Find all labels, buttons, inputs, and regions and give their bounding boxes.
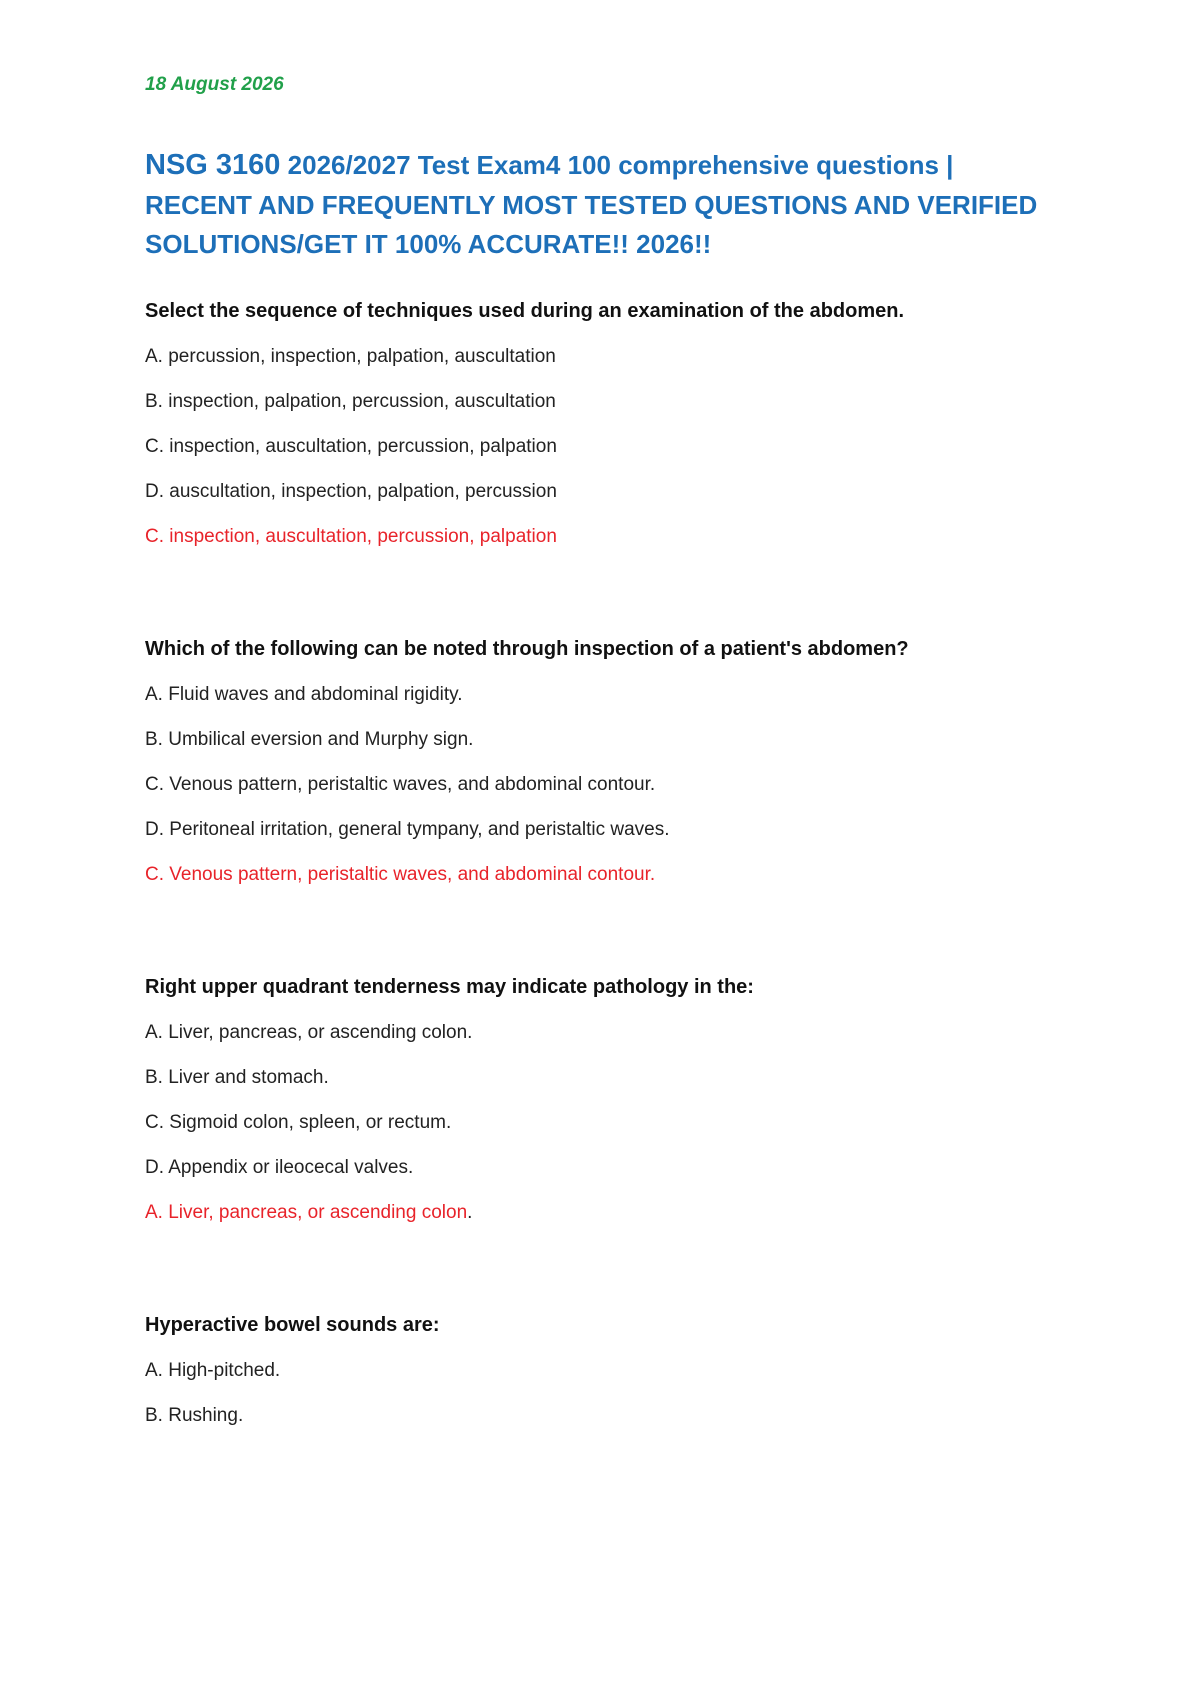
question-text: Which of the following can be noted through inspection of a patient's abdomen? [145,638,909,660]
question-block-4 [145,1313,1075,1449]
answer-tail: . [467,1202,473,1223]
option-c: C. inspection, auscultation, percussion, palpation [145,436,557,457]
option-d: D. auscultation, inspection, palpation, percussion [145,481,557,502]
question-block-2 [145,637,1075,887]
option-b: B. Rushing. [145,1405,244,1426]
option-c: C. Venous pattern, peristaltic waves, and abdominal contour. [145,774,656,795]
option-d: D. Peritoneal irritation, general tympany, and peristaltic waves. [145,819,670,840]
question-block-1 [145,299,1075,549]
correct-answer [145,525,1075,549]
answer-text: A. Liver, pancreas, or ascending colon [145,1202,468,1223]
correct-answer [145,1201,1075,1225]
answer-text: C. Venous pattern, peristaltic waves, and abdominal contour. [145,864,656,885]
answer-text: C. inspection, auscultation, percussion, palpation [145,526,557,547]
document-date: 18 August 2026 [145,74,284,95]
option-a: A. High-pitched. [145,1360,281,1381]
document-title [145,146,1045,265]
option-b: B. Liver and stomach. [145,1067,329,1088]
question-block-3 [145,975,1075,1225]
question-text: Right upper quadrant tenderness may indicate pathology in the: [145,976,754,998]
option-b: B. inspection, palpation, percussion, auscultation [145,391,556,412]
correct-answer [145,863,1075,887]
option-b: B. Umbilical eversion and Murphy sign. [145,729,474,750]
option-c: C. Sigmoid colon, spleen, or rectum. [145,1112,452,1133]
question-text: Select the sequence of techniques used during an examination of the abdomen. [145,300,905,322]
option-a: A. percussion, inspection, palpation, auscultation [145,346,556,367]
title-text: 2026/2027 Test Exam4 100 comprehensive questions | RECENT AND FREQUENTLY MOST TESTED QUESTIONS AND VERIFIED SOLUTIONS/GET IT 100% ACCURATE!! 2026!! [145,150,1038,259]
option-a: A. Liver, pancreas, or ascending colon. [145,1022,473,1043]
option-d: D. Appendix or ileocecal valves. [145,1157,414,1178]
question-text: Hyperactive bowel sounds are: [145,1314,440,1336]
course-code: NSG 3160 [145,149,281,181]
option-a: A. Fluid waves and abdominal rigidity. [145,684,463,705]
